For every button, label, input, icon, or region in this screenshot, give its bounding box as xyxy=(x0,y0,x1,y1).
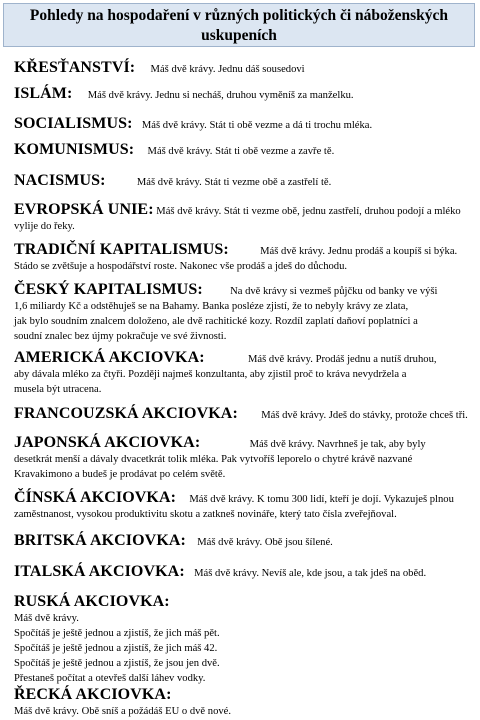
entry-text-line-5: Přestaneš počítat a otevřeš další láhev vodky. xyxy=(14,673,206,684)
entry-text: Máš dvě krávy. Navrhneš je tak, aby byly xyxy=(249,439,426,450)
entry-text: Máš dvě krávy. Jednu prodáš a koupíš si býka. xyxy=(260,246,458,257)
entry-heading: ISLÁM: xyxy=(14,85,73,102)
entry-text: Máš dvě krávy. Jednu dáš sousedovi xyxy=(150,64,305,75)
entry-socialismus xyxy=(14,116,474,133)
entry-ruska-akciovka xyxy=(14,593,474,686)
entry-heading: AMERICKÁ AKCIOVKA: xyxy=(14,349,205,366)
entry-text-line-2: vylije do řeky. xyxy=(14,221,75,232)
entry-text: Máš dvě krávy. Stát ti obě vezme a dá ti trochu mléka. xyxy=(141,120,373,131)
entry-heading: KŘESŤANSTVÍ: xyxy=(14,59,136,76)
entry-heading: KOMUNISMUS: xyxy=(14,141,135,158)
entry-text-line-4: soudní znalec bez újmy pokračuje ve své živnosti. xyxy=(14,331,227,342)
title-line-1: Pohledy na hospodaření v různých politických či náboženských xyxy=(29,7,449,24)
entry-islam xyxy=(14,86,474,103)
entry-text-line-3: Kravakimono a budeš je prodávat po celém světě. xyxy=(14,469,226,480)
entry-text: Máš dvě krávy. Jdeš do stávky, protože chceš tři. xyxy=(261,410,468,421)
entry-japonska-akciovka xyxy=(14,435,474,482)
entry-text-line-2: aby dávala mléko za čtyři. Později najmeš konzultanta, aby zjistil proč to kráva nevydržela a xyxy=(14,369,407,380)
entry-cesky-kapitalismus xyxy=(14,282,474,344)
entry-text-line-3: jak bylo soudním znalcem doloženo, ale dvě rachitické kozy. Rozdíl zaplatí daňoví poplatníci a xyxy=(14,316,418,327)
entry-heading: BRITSKÁ AKCIOVKA: xyxy=(14,532,186,549)
entry-italska-akciovka xyxy=(14,564,474,581)
entry-text: Máš dvě krávy. Stát ti vezme obě a zastřelí tě. xyxy=(136,177,332,188)
entry-text: Máš dvě krávy. Obě sníš a požádáš EU o dvě nové. xyxy=(14,706,232,717)
entry-text: Máš dvě krávy. Prodáš jednu a nutíš druhou, xyxy=(248,354,437,365)
entry-americka-akciovka xyxy=(14,350,474,397)
entry-text-line-1: Máš dvě krávy. xyxy=(14,613,79,624)
entry-text: Na dvě krávy si vezmeš půjčku od banky ve výši xyxy=(230,286,438,297)
entry-heading: ITALSKÁ AKCIOVKA: xyxy=(14,563,185,580)
entry-heading: NACISMUS: xyxy=(14,172,106,189)
entry-text: Máš dvě krávy. Jednu si necháš, druhou vyměníš za manželku. xyxy=(87,90,354,101)
entry-text: Máš dvě krávy. Stát ti obě vezme a zavře tě. xyxy=(147,146,335,157)
entry-heading: TRADIČNÍ KAPITALISMUS: xyxy=(14,241,229,258)
entry-komunismus xyxy=(14,142,474,159)
entry-text-line-2: Stádo se zvětšuje a hospodářství roste. Nakonec vše prodáš a jdeš do důchodu. xyxy=(14,261,348,272)
entry-heading: EVROPSKÁ UNIE: xyxy=(14,201,154,218)
entry-heading: ČESKÝ KAPITALISMUS: xyxy=(14,281,203,298)
page-title xyxy=(3,3,475,47)
entry-heading: SOCIALISMUS: xyxy=(14,115,133,132)
entry-heading: RUSKÁ AKCIOVKA: xyxy=(14,593,170,610)
entry-text: Máš dvě krávy. Obě jsou šílené. xyxy=(197,537,333,548)
entry-text-line-4: Spočítáš je ještě jednou a zjistíš, že jsou jen dvě. xyxy=(14,658,220,669)
entry-text-line-2: desetkrát menší a dávaly dvacetkrát tolik mléka. Pak vytvoříš leporelo o chytré krávě nazvané xyxy=(14,454,413,465)
entry-nacismus xyxy=(14,173,474,190)
entry-heading: FRANCOUZSKÁ AKCIOVKA: xyxy=(14,405,238,422)
entry-text: Máš dvě krávy. Stát ti vezme obě, jednu zastřelí, druhou podojí a mléko xyxy=(156,206,461,217)
entry-text-line-2: 1,6 miliardy Kč a odstěhuješ se na Bahamy. Banka posléze zjistí, že to nebyly krávy ze zlata, xyxy=(14,301,409,312)
entry-heading: ČÍNSKÁ AKCIOVKA: xyxy=(14,489,177,506)
entry-text-line-2: zaměstnanost, vysokou produktivitu skotu a zatkneš novináře, který tato čísla zveřejňoval. xyxy=(14,509,397,520)
entry-francouzska-akciovka xyxy=(14,406,474,423)
entry-heading: ŘECKÁ AKCIOVKA: xyxy=(14,686,172,703)
entry-text-line-2: Spočítáš je ještě jednou a zjistíš, že jich máš pět. xyxy=(14,628,220,639)
entry-evropska-unie xyxy=(14,202,474,234)
entry-text-line-3: musela být utracena. xyxy=(14,384,102,395)
entry-krestanstvi xyxy=(14,60,474,77)
entry-heading: JAPONSKÁ AKCIOVKA: xyxy=(14,434,201,451)
title-line-2: uskupeních xyxy=(201,27,277,44)
entry-britska-akciovka xyxy=(14,533,474,550)
entry-text: Máš dvě krávy. K tomu 300 lidí, kteří je dojí. Vykazuješ plnou xyxy=(189,494,454,505)
entry-recka-akciovka xyxy=(14,686,474,719)
entry-text-line-3: Spočítáš je ještě jednou a zjistíš, že jich máš 42. xyxy=(14,643,218,654)
entry-text: Máš dvě krávy. Nevíš ale, kde jsou, a tak jdeš na oběd. xyxy=(194,568,427,579)
entry-cinska-akciovka xyxy=(14,490,474,522)
entry-tradicni-kapitalismus xyxy=(14,242,474,274)
